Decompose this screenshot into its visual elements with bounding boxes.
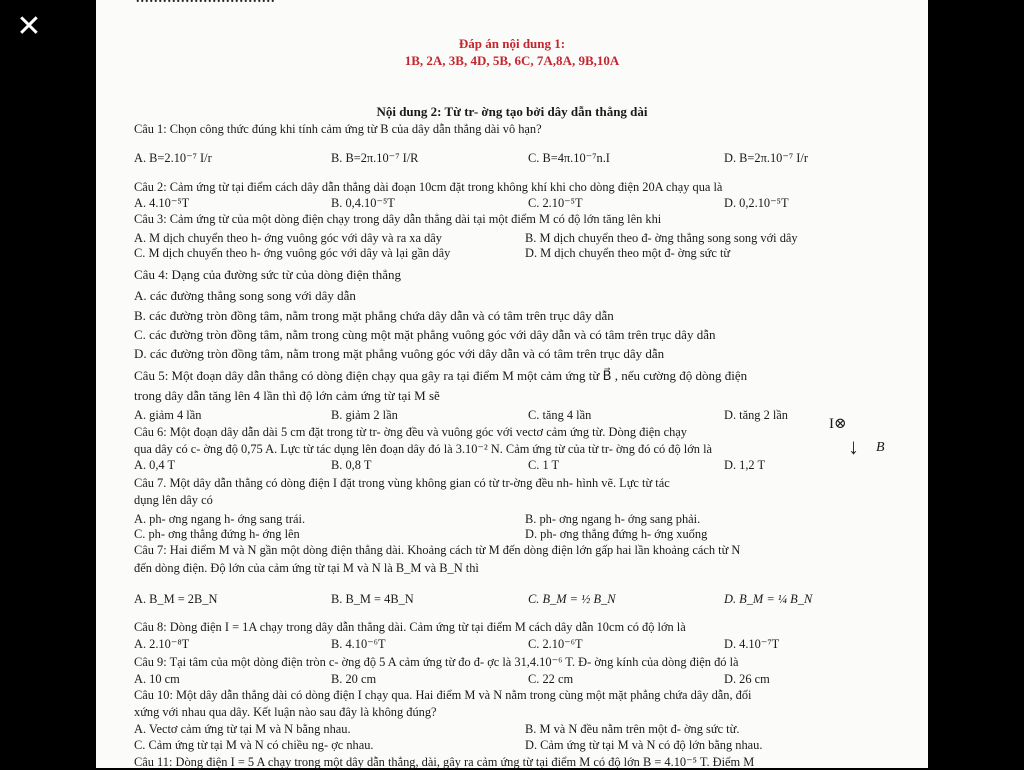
q8-options: [134, 637, 908, 652]
q1-option-c: C. B=4π.10⁻⁷n.I: [528, 151, 610, 165]
q5-option-d: D. tăng 2 lần: [724, 408, 789, 422]
q7a-options-row1: [134, 512, 908, 527]
q9-option-a: A. 10 cm: [134, 672, 180, 686]
current-into-page-symbol: I⊗: [829, 416, 847, 432]
q9-options: [134, 672, 908, 687]
q6-options: [134, 458, 808, 473]
q4-option-c: C. các đường tròn đồng tâm, nằm trong cùng một mặt phẳng vuông góc với dây dẫn và có tâm trên trục dây dẫn: [134, 327, 716, 342]
q2-option-b: B. 0,4.10⁻⁵T: [331, 196, 395, 210]
q7a-option-c: C. ph- ơng thẳng đứng h- ớng lên: [134, 527, 300, 541]
question-1: Câu 1: Chọn công thức đúng khi tính cảm ứng từ B của dây dẫn thẳng dài vô hạn?: [134, 122, 542, 136]
question-5-line2: trong dây dẫn tăng lên 4 lần thì độ lớn cảm ứng từ tại M sẽ: [134, 388, 440, 403]
question-10-line2: xứng với nhau qua dây. Kết luận nào sau đây là không đúng?: [134, 705, 437, 719]
q9-option-d: D. 26 cm: [724, 672, 770, 686]
q7b-option-c: C. B_M = ½ B_N: [528, 592, 616, 606]
question-9: Câu 9: Tại tâm của một dòng điện tròn c- ờng độ 5 A cảm ứng từ đo đ- ợc là 31,4.10⁻⁶ T. Đ- ờng kính của dòng điện đó là: [134, 655, 739, 669]
q10-option-d: D. Cảm ứng từ tại M và N có độ lớn bằng nhau.: [525, 738, 763, 752]
question-6-line1: Câu 6: Một đoạn dây dẫn dài 5 cm đặt trong từ tr- ờng đều và vuông góc với vectơ cảm ứng từ. Dòng điện chạy: [134, 425, 687, 439]
question-7a-line1: Câu 7. Một dây dẫn thẳng có dòng điện I đặt trong vùng không gian có từ tr-ờng đều nh- hình vẽ. Lực từ tác: [134, 476, 670, 490]
question-7b-line1: Câu 7: Hai điểm M và N gần một dòng điện thẳng dài. Khoảng cách từ M đến dòng điện lớn gấp hai lần khoảng cách từ N: [134, 543, 741, 557]
question-5-line1: Câu 5: Một đoạn dây dẫn thẳng có dòng điện chạy qua gây ra tại điểm M một cảm ứng từ B⃗ , nếu cường độ dòng điện: [134, 368, 748, 383]
q1-options: [134, 151, 908, 166]
q4-option-b: B. các đường tròn đồng tâm, nằm trong mặt phẳng chứa dây dẫn và có tâm trên trục dây dẫn: [134, 308, 614, 323]
q7b-option-b: B. B_M = 4B_N: [331, 592, 414, 606]
q10-option-b: B. M và N đều nằm trên một đ- ờng sức từ.: [525, 722, 740, 736]
q7b-option-d: D. B_M = ¼ B_N: [724, 592, 813, 606]
question-7a-line2: dụng lên dây có: [134, 493, 213, 507]
answer-title: Đáp án nội dung 1:: [458, 36, 566, 51]
question-11: Câu 11: Dòng điện I = 5 A chạy trong một dây dẫn thẳng, dài, gây ra cảm ứng từ tại điểm M có độ lớn B = 4.10⁻⁵ T. Điểm M: [134, 755, 755, 769]
down-arrow-icon: ↓: [848, 434, 859, 459]
q3-options-row1: [134, 231, 908, 246]
q8-option-d: D. 4.10⁻⁷T: [724, 637, 780, 651]
question-6-line2: qua dây có c- ờng độ 0,75 A. Lực từ tác dụng lên đoạn dây đó là 3.10⁻² N. Cảm ứng từ của từ tr- ờng đó có độ lớn là: [134, 442, 713, 456]
q9-option-c: C. 22 cm: [528, 672, 574, 686]
q3-option-b: B. M dịch chuyển theo đ- ờng thẳng song song với dây: [525, 231, 798, 245]
answer-list: 1B, 2A, 3B, 4D, 5B, 6C, 7A,8A, 9B,10A: [404, 53, 620, 68]
question-8: Câu 8: Dòng điện I = 1A chạy trong dây dẫn thẳng dài. Cảm ứng từ tại điểm M cách dây dẫn 10cm có độ lớn là: [134, 620, 686, 634]
q10-options-row1: [134, 722, 908, 737]
q2-option-c: C. 2.10⁻⁵T: [528, 196, 583, 210]
q6-option-d: D. 1,2 T: [724, 458, 766, 472]
q7a-option-d: D. ph- ơng thẳng đứng h- ớng xuống: [525, 527, 708, 541]
q2-option-a: A. 4.10⁻⁵T: [134, 196, 190, 210]
q9-option-b: B. 20 cm: [331, 672, 377, 686]
close-icon[interactable]: ✕: [16, 9, 42, 44]
q3-option-c: C. M dịch chuyển theo h- ớng vuông góc với dây và lại gần dây: [134, 246, 451, 260]
question-4: Câu 4: Dạng của đường sức từ của dòng điện thẳng: [134, 267, 402, 282]
question-3: Câu 3: Cảm ứng từ của một dòng điện chạy trong dây dẫn thẳng dài tại một điểm M có độ lớn tăng lên khi: [134, 212, 662, 226]
magnetic-field-label: B⃗: [876, 440, 896, 455]
q8-option-c: C. 2.10⁻⁶T: [528, 637, 583, 651]
q3-options-row2: [134, 246, 908, 261]
q5-option-c: C. tăng 4 lần: [528, 408, 592, 422]
q5-option-b: B. giảm 2 lần: [331, 408, 398, 422]
cropped-header: [136, 0, 276, 7]
q6-option-a: A. 0,4 T: [134, 458, 176, 472]
q7a-option-a: A. ph- ơng ngang h- ớng sang trái.: [134, 512, 306, 526]
q8-option-b: B. 4.10⁻⁶T: [331, 637, 386, 651]
q5-option-a: A. giảm 4 lần: [134, 408, 202, 422]
q2-options: [134, 196, 908, 211]
q1-option-b: B. B=2π.10⁻⁷ I/R: [331, 151, 419, 165]
q4-option-a: A. các đường thẳng song song với dây dẫn: [134, 288, 356, 303]
question-7b-line2: đến dòng điện. Độ lớn của cảm ứng từ tại M và N là B_M và B_N thì: [134, 561, 479, 575]
question-10-line1: Câu 10: Một dây dẫn thẳng dài có dòng điện I chạy qua. Hai điểm M và N nằm trong cùng một mặt phẳng chứa dây dẫn, đối: [134, 688, 752, 702]
q1-option-d: D. B=2π.10⁻⁷ I/r: [724, 151, 808, 165]
q6-option-b: B. 0,8 T: [331, 458, 372, 472]
question-2: Câu 2: Cảm ứng từ tại điểm cách dây dẫn thẳng dài đoạn 10cm đặt trong không khí khi cho dòng điện 20A chạy qua là: [134, 180, 723, 194]
q5-options: [134, 408, 908, 423]
section-title: Nội dung 2: Từ tr- ờng tạo bởi dây dẫn thẳng dài: [376, 104, 648, 119]
q10-options-row2: [134, 738, 908, 753]
q8-option-a: A. 2.10⁻⁸T: [134, 637, 190, 651]
q3-option-a: A. M dịch chuyển theo h- ớng vuông góc với dây và ra xa dây: [134, 231, 442, 245]
q7a-option-b: B. ph- ơng ngang h- ớng sang phải.: [525, 512, 701, 526]
q7b-options: [134, 592, 908, 607]
q6-option-c: C. 1 T: [528, 458, 560, 472]
q7a-options-row2: [134, 527, 908, 542]
q4-option-d: D. các đường tròn đồng tâm, nằm trong mặt phẳng vuông góc với dây dẫn và có tâm trên trục dây dẫn: [134, 346, 665, 361]
q7b-option-a: A. B_M = 2B_N: [134, 592, 218, 606]
q2-option-d: D. 0,2.10⁻⁵T: [724, 196, 789, 210]
document-page: [96, 0, 928, 768]
q10-option-a: A. Vectơ cảm ứng từ tại M và N bằng nhau.: [134, 722, 351, 736]
q10-option-c: C. Cảm ứng từ tại M và N có chiều ng- ợc nhau.: [134, 738, 374, 752]
q3-option-d: D. M dịch chuyển theo một đ- ờng sức từ: [525, 246, 731, 260]
q1-option-a: A. B=2.10⁻⁷ I/r: [134, 151, 212, 165]
